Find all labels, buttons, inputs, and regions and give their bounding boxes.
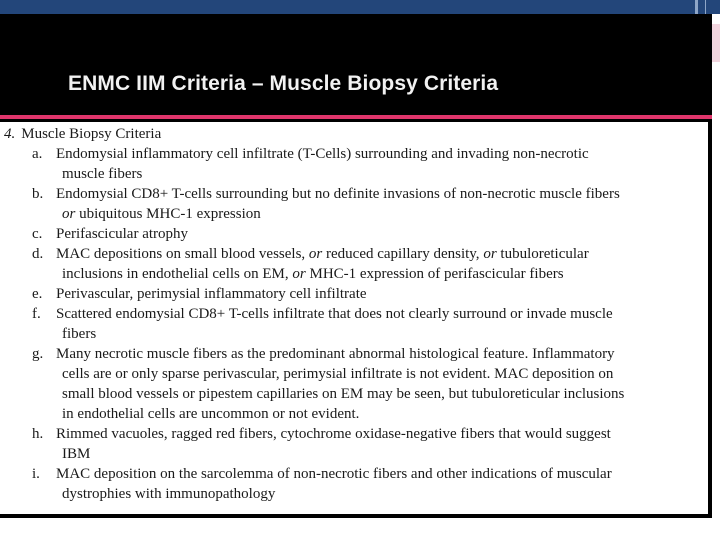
item-letter: c.	[32, 226, 43, 242]
item-text-line: MAC deposition on the sarcolemma of non-necrotic fibers and other indications of muscular	[56, 466, 612, 482]
item-text-line: dystrophies with immunopathology	[62, 486, 276, 502]
banner-accent-bar	[695, 0, 698, 14]
item-text-line: Scattered endomysial CD8+ T-cells infiltrate that does not clearly surround or invade muscle	[56, 306, 613, 322]
criteria-heading	[4, 125, 161, 144]
item-text-fragment: MAC depositions on small blood vessels,	[56, 246, 309, 262]
criteria-document-image	[0, 122, 708, 514]
criteria-item-c	[32, 224, 702, 244]
item-text-line: cells are or only sparse perivascular, perimysial infiltrate is not evident. MAC deposition on	[62, 366, 614, 382]
item-emphasis: or	[62, 206, 76, 222]
title-divider	[0, 115, 712, 119]
item-text-line: in endothelial cells are uncommon or not evident.	[62, 406, 360, 422]
item-text-line: IBM	[62, 446, 91, 462]
item-text-line-2	[56, 264, 702, 284]
criteria-number: 4.	[4, 126, 16, 142]
item-text-line: Endomysial CD8+ T-cells surrounding but no definite invasions of non-necrotic muscle fibers	[56, 186, 620, 202]
item-letter: f.	[32, 306, 41, 322]
item-text-fragment: tubuloreticular	[496, 246, 589, 262]
item-letter: b.	[32, 186, 44, 202]
item-emphasis: or	[483, 246, 497, 262]
item-letter: h.	[32, 426, 44, 442]
title-area	[0, 14, 712, 114]
slide	[0, 14, 712, 518]
item-text-line-2	[56, 204, 702, 224]
criteria-item-h	[32, 424, 702, 464]
criteria-item-d	[32, 244, 702, 284]
item-text-line: Rimmed vacuoles, ragged red fibers, cytochrome oxidase-negative fibers that would suggest	[56, 426, 611, 442]
criteria-item-g	[32, 344, 702, 424]
item-text-line: muscle fibers	[62, 166, 143, 182]
top-banner	[0, 0, 720, 14]
criteria-item-a	[32, 144, 702, 184]
item-emphasis: or	[292, 266, 306, 282]
item-letter: d.	[32, 246, 44, 262]
item-text-fragment: MHC-1 expression of perifascicular fibers	[305, 266, 564, 282]
criteria-list	[32, 144, 702, 504]
item-text-fragment: reduced capillary density,	[322, 246, 484, 262]
criteria-item-i	[32, 464, 702, 504]
item-letter: i.	[32, 466, 40, 482]
criteria-item-e	[32, 284, 702, 304]
item-text-line-1	[56, 246, 589, 262]
item-text-fragment: ubiquitous MHC-1 expression	[75, 206, 261, 222]
item-text-line: Perivascular, perimysial inflammatory cell infiltrate	[56, 286, 367, 302]
item-text-fragment: inclusions in endothelial cells on EM,	[62, 266, 293, 282]
item-text-line: fibers	[62, 326, 97, 342]
item-text-line: small blood vessels or pipestem capillaries on EM may be seen, but tubuloreticular inclusions	[62, 386, 625, 402]
bottom-margin	[0, 518, 720, 540]
criteria-heading-text: Muscle Biopsy Criteria	[21, 126, 162, 142]
slide-title: ENMC IIM Criteria – Muscle Biopsy Criteria	[68, 72, 499, 95]
banner-accent-line	[705, 0, 706, 14]
item-text-line: Endomysial inflammatory cell infiltrate (T-Cells) surrounding and invading non-necrotic	[56, 146, 589, 162]
criteria-item-b	[32, 184, 702, 224]
item-letter: g.	[32, 346, 44, 362]
item-letter: a.	[32, 146, 43, 162]
criteria-item-f	[32, 304, 702, 344]
item-text-line: Perifascicular atrophy	[56, 226, 189, 242]
item-emphasis: or	[308, 246, 323, 262]
item-text-line: Many necrotic muscle fibers as the predominant abnormal histological feature. Inflammatory	[56, 346, 615, 362]
item-letter: e.	[32, 286, 43, 302]
